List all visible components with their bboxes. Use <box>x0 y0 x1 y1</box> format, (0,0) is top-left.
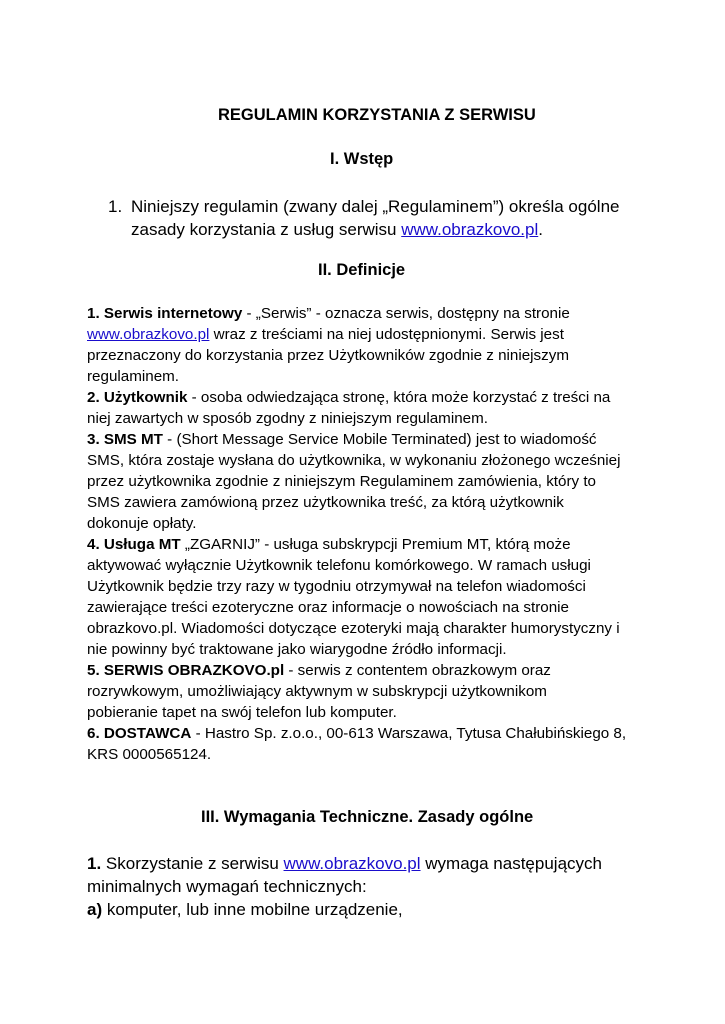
definition-5-line2: rozrywkowym, umożliwiający aktywnym w subskrypcji użytkownikom <box>87 683 547 700</box>
intro-item-text: zasady korzystania z usług serwisu <box>131 220 402 239</box>
obrazkovo-link[interactable]: www.obrazkovo.pl <box>401 220 539 239</box>
definition-1-line2 <box>87 326 564 343</box>
definition-1-line4: regulaminem. <box>87 368 180 385</box>
definition-3-line2: SMS, która zostaje wysłana do użytkownika, w wykonaniu złożonego wcześniej <box>87 452 621 469</box>
definition-5-line1 <box>87 662 551 679</box>
definition-4-line1 <box>87 536 571 553</box>
obrazkovo-link[interactable]: www.obrazkovo.pl <box>283 854 421 873</box>
definition-3-line5: dokonuje opłaty. <box>87 515 197 532</box>
definition-3-line4: SMS zawiera zamówioną przez użytkownika treść, za którą użytkownik <box>87 494 564 511</box>
definition-1-text: wraz z treściami na niej udostępnionymi. Serwis jest <box>209 326 564 343</box>
intro-item-line1: Niniejszy regulamin (zwany dalej „Regulaminem”) określa ogólne <box>131 197 620 216</box>
definition-5-text: - serwis z contentem obrazkowym oraz <box>284 662 551 679</box>
definition-6-line1 <box>87 725 626 742</box>
section-heading-requirements: III. Wymagania Techniczne. Zasady ogólne <box>201 808 534 826</box>
definition-5-line3: pobieranie tapet na swój telefon lub komputer. <box>87 704 397 721</box>
definition-4-term: 4. Usługa MT <box>87 536 181 553</box>
definition-1-text: - „Serwis” - oznacza serwis, dostępny na stronie <box>242 305 570 322</box>
definition-6-line2: KRS 0000565124. <box>87 746 212 763</box>
definition-3-line1 <box>87 431 597 448</box>
definition-3-line3: przez użytkownika zgodnie z niniejszym Regulaminem zamówienia, który to <box>87 473 596 490</box>
intro-item-period: . <box>538 220 543 239</box>
definition-4-line2: aktywować wyłącznie Użytkownik telefonu komórkowego. W ramach usługi <box>87 557 591 574</box>
definition-4-line3: Użytkownik będzie trzy razy w tygodniu otrzymywał na telefon wiadomości <box>87 578 586 595</box>
section-heading-definitions: II. Definicje <box>318 261 406 279</box>
requirements-text: Skorzystanie z serwisu <box>101 854 284 873</box>
section-heading-intro: I. Wstęp <box>330 150 394 168</box>
requirements-item-a-label: a) <box>87 900 103 919</box>
definition-1-term: 1. Serwis internetowy <box>87 305 243 322</box>
definition-5-term: 5. SERWIS OBRAZKOVO.pl <box>87 662 285 679</box>
definition-4-line4: zawierające treści ezoteryczne oraz informacje o nowościach na stronie <box>87 599 570 616</box>
definition-6-text: - Hastro Sp. z.o.o., 00-613 Warszawa, Tytusa Chałubińskiego 8, <box>191 725 627 742</box>
definition-3-text: - (Short Message Service Mobile Terminated) jest to wiadomość <box>162 431 597 448</box>
requirements-text: wymaga następujących <box>420 854 602 873</box>
intro-item-number: 1. <box>108 197 123 216</box>
definition-6-term: 6. DOSTAWCA <box>87 725 192 742</box>
definition-4-line6: nie powinny być traktowane jako wiarygodne źródło informacji. <box>87 641 507 658</box>
definition-1-line3: przeznaczony do korzystania przez Użytkowników zgodnie z niniejszym <box>87 347 569 364</box>
definition-2-line2: niej zawartych w sposób zgodny z niniejszym regulaminem. <box>87 410 488 427</box>
definition-1-line1 <box>87 305 570 322</box>
requirements-para1-line2: minimalnych wymagań technicznych: <box>87 877 367 896</box>
requirements-item-a <box>87 898 403 921</box>
document-title: REGULAMIN KORZYSTANIA Z SERWISU <box>218 106 536 124</box>
definition-2-term: 2. Użytkownik <box>87 389 188 406</box>
obrazkovo-link[interactable]: www.obrazkovo.pl <box>87 326 210 343</box>
definition-4-line5: obrazkovo.pl. Wiadomości dotyczące ezoteryki mają charakter humorystyczny i <box>87 620 620 637</box>
definition-3-term: 3. SMS MT <box>87 431 163 448</box>
requirements-item-a-text: komputer, lub inne mobilne urządzenie, <box>102 900 403 919</box>
definition-4-text: „ZGARNIJ” - usługa subskrypcji Premium MT, którą może <box>180 536 571 553</box>
requirements-number: 1. <box>87 854 102 873</box>
intro-item-line2 <box>131 218 543 241</box>
definition-2-line1 <box>87 389 610 406</box>
definition-2-text: - osoba odwiedzająca stronę, która może korzystać z treści na <box>187 389 611 406</box>
requirements-para1-line1 <box>87 852 602 875</box>
